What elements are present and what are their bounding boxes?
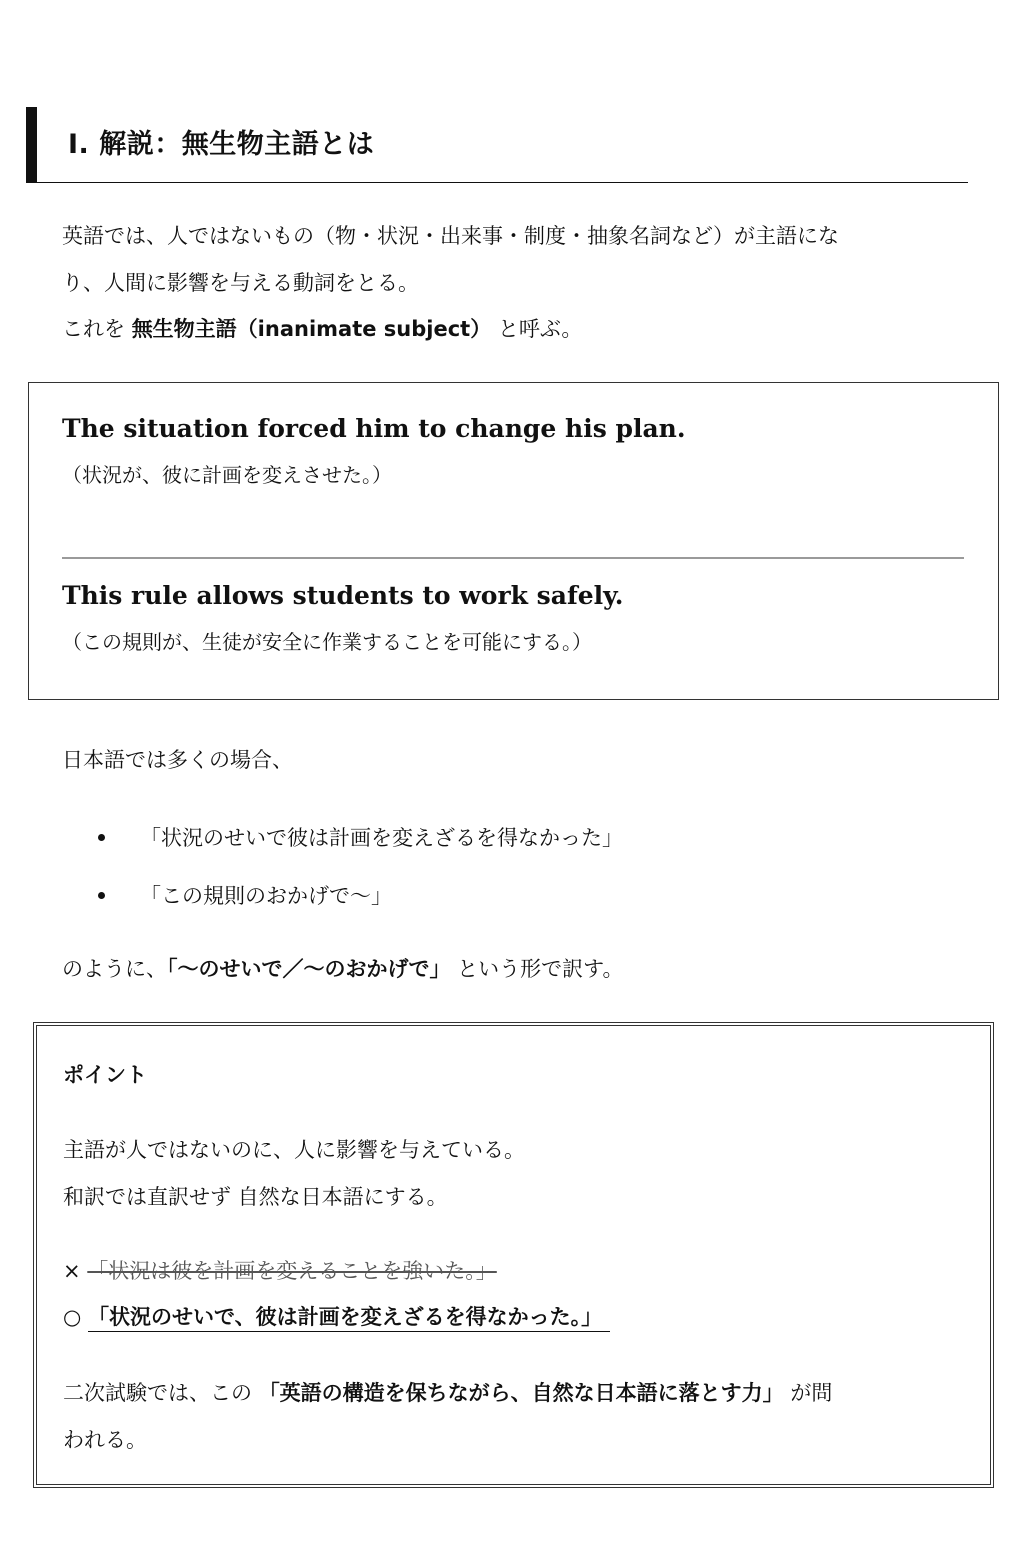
point-title: ポイント [63, 1063, 147, 1087]
heading-accent-bar [26, 107, 37, 183]
example-box [28, 382, 999, 700]
point-box-content [63, 1026, 970, 1484]
example-2 [62, 579, 623, 657]
exam-line-2: われる。 [63, 1428, 147, 1452]
bullet-text-1: 「状況のせいで彼は計画を変えざるを得なかった」 [140, 826, 623, 850]
example-divider [62, 557, 964, 559]
bullet-text-2: 「この規則のおかげで～」 [140, 884, 392, 908]
example-1 [62, 412, 686, 490]
example-2-english: This rule allows students to work safely. [62, 581, 624, 610]
point-line-2: 和訳では直訳せず 自然な日本語にする。 [63, 1185, 448, 1209]
list-item [0, 816, 1022, 856]
intro-line-3 [62, 306, 582, 352]
section-heading [26, 107, 968, 183]
japanese-note-lead: 日本語では多くの場合、 [62, 748, 293, 772]
tail-post: という形で訳す。 [450, 957, 624, 981]
point-line-1: 主語が人ではないのに、人に影響を与えている。 [63, 1138, 525, 1162]
example-2-japanese: （この規則が、生徒が安全に作業することを可能にする。） [62, 630, 592, 654]
bad-translation [63, 1248, 497, 1294]
example-1-japanese: （状況が、彼に計画を変えさせた。） [62, 463, 392, 487]
section-title: Ⅰ. 解説：無生物主語とは [68, 129, 375, 160]
bad-translation-text: 「状況は彼を計画を変えることを強いた。」 [87, 1259, 497, 1283]
term-inanimate-subject: 無生物主語（inanimate subject） [131, 317, 492, 341]
list-item [0, 874, 1022, 914]
exam-post: が問 [783, 1381, 833, 1405]
good-translation-text: 「状況のせいで、彼は計画を変えざるを得なかった。」 [88, 1305, 610, 1332]
exam-pre: 二次試験では、この [63, 1381, 259, 1405]
circle-mark-icon: ○ [63, 1305, 82, 1329]
intro-line-3-post: と呼ぶ。 [491, 317, 583, 341]
cross-mark-icon: × [63, 1259, 81, 1283]
intro-line-1: 英語では、人ではないもの（物・状況・出来事・制度・抽象名詞など）が主語にな [62, 224, 839, 248]
exam-bold-phrase: 「英語の構造を保ちながら、自然な日本語に落とす力」 [258, 1381, 784, 1405]
point-box [33, 1022, 994, 1488]
japanese-note-tail [62, 946, 624, 992]
intro-line-3-pre: これを [62, 317, 132, 341]
tail-bold-phrase: 「～のせいで／～のおかげで」 [167, 957, 451, 981]
exam-line-1 [63, 1370, 832, 1416]
tail-pre: のように、 [62, 957, 167, 981]
example-1-english: The situation forced him to change his plan. [62, 414, 686, 443]
bullet-dot-icon [98, 834, 105, 841]
intro-line-2: り、人間に影響を与える動詞をとる。 [62, 271, 419, 295]
bullet-dot-icon [98, 892, 105, 899]
good-translation [63, 1294, 610, 1340]
